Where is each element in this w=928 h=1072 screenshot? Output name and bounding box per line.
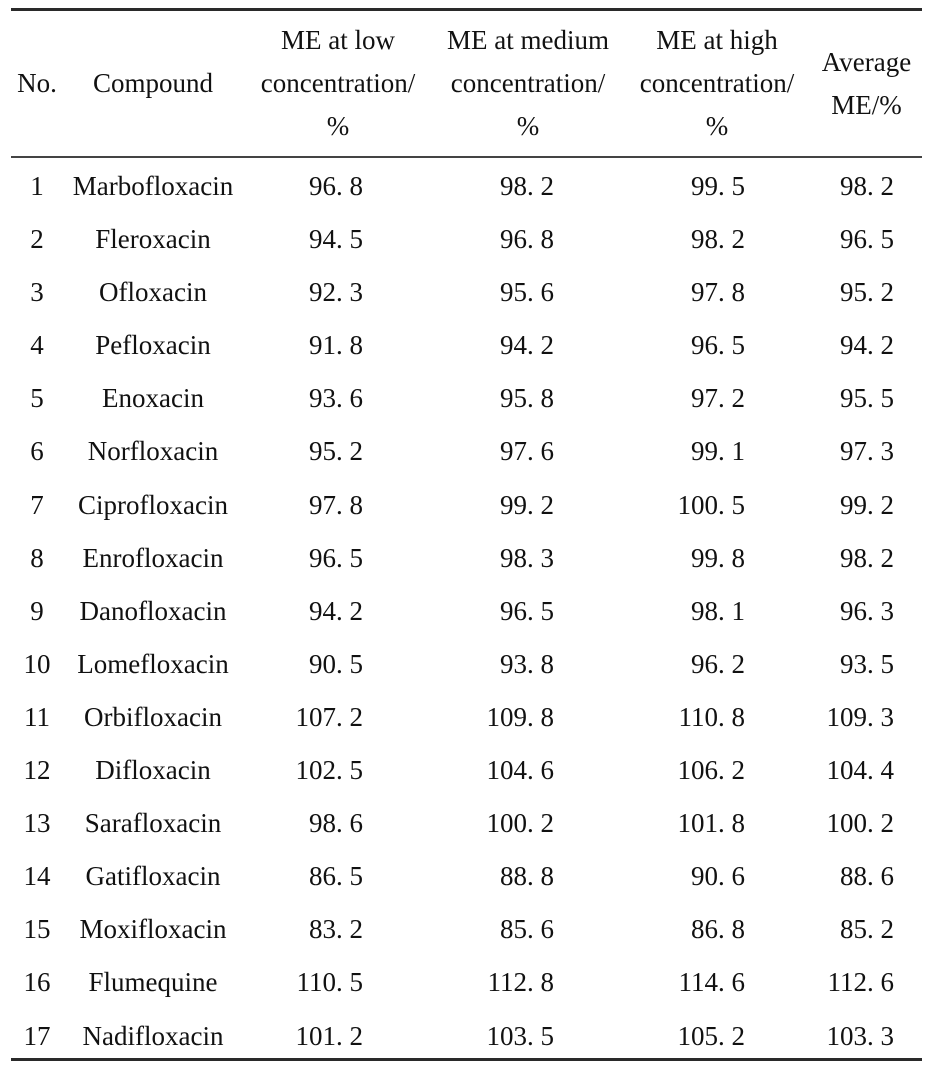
cell-me-low: 94. 5	[309, 224, 363, 255]
cell-no: 6	[30, 436, 44, 467]
cell-average-me: 98. 2	[840, 171, 894, 201]
table-row	[11, 479, 922, 532]
header-me-medium-line-2: concentration/	[450, 68, 606, 98]
header-me-high	[623, 11, 811, 156]
cell-no: 8	[30, 542, 44, 573]
cell-average-me: 96. 5	[840, 224, 894, 255]
cell-average-me: 97. 3	[840, 436, 894, 467]
header-me-medium-line-1: ME at medium	[447, 25, 609, 55]
cell-me-low: 90. 5	[309, 648, 363, 679]
cell-me-high: 99. 1	[691, 436, 745, 467]
table-row	[11, 1010, 922, 1063]
header-average-me-line-1: Average	[821, 46, 912, 77]
cell-me-low: 93. 6	[309, 383, 363, 414]
cell-average-me: 85. 2	[840, 914, 894, 945]
cell-compound: Ciprofloxacin	[78, 489, 228, 520]
cell-average-me: 94. 2	[840, 330, 894, 361]
cell-me-high: 99. 5	[691, 171, 745, 201]
table-header-rule	[11, 156, 922, 158]
cell-me-high: 105. 2	[677, 1020, 745, 1051]
cell-compound: Difloxacin	[95, 755, 211, 786]
cell-compound: Gatifloxacin	[85, 861, 221, 892]
header-me-high-line-3: %	[705, 111, 729, 141]
cell-no: 3	[30, 277, 44, 308]
table-row	[11, 903, 922, 956]
cell-me-medium: 95. 6	[500, 277, 554, 308]
table-row	[11, 691, 922, 744]
cell-me-low: 95. 2	[309, 436, 363, 467]
cell-me-low: 98. 6	[309, 808, 363, 839]
cell-me-medium: 103. 5	[486, 1020, 554, 1051]
header-average-me	[811, 11, 922, 156]
cell-me-high: 99. 8	[691, 542, 745, 573]
cell-me-medium: 104. 6	[486, 755, 554, 786]
table-row	[11, 160, 922, 213]
cell-me-medium: 109. 8	[486, 701, 554, 732]
cell-no: 4	[30, 330, 44, 361]
cell-me-medium: 94. 2	[500, 330, 554, 361]
cell-me-low: 102. 5	[295, 755, 363, 786]
table-row	[11, 532, 922, 585]
cell-average-me: 88. 6	[840, 861, 894, 892]
cell-average-me: 95. 2	[840, 277, 894, 308]
table-row	[11, 797, 922, 850]
table-row	[11, 213, 922, 266]
table-row	[11, 425, 922, 478]
cell-average-me: 99. 2	[840, 489, 894, 520]
cell-me-low: 83. 2	[309, 914, 363, 945]
table-row	[11, 319, 922, 372]
cell-average-me: 96. 3	[840, 595, 894, 626]
cell-me-high: 90. 6	[691, 861, 745, 892]
header-average-me-line-2: ME/%	[831, 89, 902, 120]
cell-me-medium: 112. 8	[487, 967, 554, 998]
cell-me-high: 100. 5	[677, 489, 745, 520]
cell-compound: Marbofloxacin	[72, 171, 234, 201]
cell-me-medium: 100. 2	[486, 808, 554, 839]
header-me-medium-line-3: %	[516, 111, 540, 141]
cell-average-me: 112. 6	[827, 967, 894, 998]
cell-me-low: 96. 8	[309, 171, 363, 201]
cell-me-medium: 96. 5	[500, 595, 554, 626]
table-row	[11, 744, 922, 797]
cell-no: 2	[30, 224, 44, 255]
cell-me-high: 97. 8	[691, 277, 745, 308]
cell-me-low: 91. 8	[309, 330, 363, 361]
cell-me-high: 98. 1	[691, 595, 745, 626]
cell-compound: Enoxacin	[102, 383, 204, 414]
cell-average-me: 93. 5	[840, 648, 894, 679]
cell-me-high: 114. 6	[678, 967, 745, 998]
cell-me-low: 96. 5	[309, 542, 363, 573]
cell-no: 12	[23, 755, 51, 786]
table-row	[11, 850, 922, 903]
cell-no: 9	[30, 595, 44, 626]
cell-me-low: 92. 3	[309, 277, 363, 308]
header-compound-line: Compound	[92, 68, 213, 98]
cell-me-high: 98. 2	[691, 224, 745, 255]
cell-me-high: 110. 8	[678, 701, 745, 732]
header-no-line: No.	[17, 68, 57, 98]
cell-me-medium: 95. 8	[500, 383, 554, 414]
cell-me-low: 86. 5	[309, 861, 363, 892]
cell-compound: Danofloxacin	[79, 595, 227, 626]
cell-no: 7	[30, 489, 44, 520]
cell-compound: Lomefloxacin	[77, 648, 229, 679]
header-me-low-line-1: ME at low	[281, 25, 395, 55]
cell-me-low: 107. 2	[295, 701, 363, 732]
cell-no: 13	[23, 808, 51, 839]
cell-me-low: 101. 2	[295, 1020, 363, 1051]
cell-me-medium: 85. 6	[500, 914, 554, 945]
cell-compound: Fleroxacin	[95, 224, 211, 255]
table-row	[11, 585, 922, 638]
header-no	[11, 11, 63, 156]
cell-no: 17	[23, 1020, 51, 1051]
cell-compound: Moxifloxacin	[79, 914, 227, 945]
cell-no: 10	[23, 648, 51, 679]
cell-me-medium: 88. 8	[500, 861, 554, 892]
cell-me-low: 110. 5	[296, 967, 363, 998]
cell-me-low: 97. 8	[309, 489, 363, 520]
cell-me-medium: 98. 3	[500, 542, 554, 573]
header-me-high-line-1: ME at high	[656, 25, 778, 55]
cell-me-medium: 98. 2	[500, 171, 554, 201]
header-me-low-line-3: %	[326, 111, 350, 141]
cell-no: 1	[30, 171, 44, 201]
cell-me-high: 97. 2	[691, 383, 745, 414]
cell-me-medium: 99. 2	[500, 489, 554, 520]
table-row	[11, 266, 922, 319]
cell-average-me: 95. 5	[840, 383, 894, 414]
cell-me-high: 101. 8	[677, 808, 745, 839]
table-row	[11, 372, 922, 425]
cell-average-me: 109. 3	[826, 701, 894, 732]
cell-average-me: 104. 4	[826, 755, 894, 786]
cell-average-me: 103. 3	[826, 1020, 894, 1051]
header-compound	[63, 11, 243, 156]
cell-compound: Nadifloxacin	[82, 1020, 224, 1051]
cell-me-high: 86. 8	[691, 914, 745, 945]
cell-compound: Orbifloxacin	[84, 701, 222, 732]
cell-me-low: 94. 2	[309, 595, 363, 626]
cell-me-high: 96. 5	[691, 330, 745, 361]
cell-no: 14	[23, 861, 51, 892]
table-row	[11, 638, 922, 691]
cell-me-medium: 97. 6	[500, 436, 554, 467]
cell-me-high: 106. 2	[677, 755, 745, 786]
cell-compound: Flumequine	[88, 967, 218, 998]
cell-average-me: 98. 2	[840, 542, 894, 573]
header-me-low	[243, 11, 433, 156]
cell-me-medium: 93. 8	[500, 648, 554, 679]
cell-no: 11	[24, 701, 50, 732]
header-me-low-line-2: concentration/	[260, 68, 416, 98]
cell-no: 5	[30, 383, 44, 414]
cell-no: 15	[23, 914, 51, 945]
cell-no: 16	[23, 967, 51, 998]
table-body	[11, 160, 922, 1063]
cell-me-medium: 96. 8	[500, 224, 554, 255]
header-me-high-line-2: concentration/	[639, 68, 795, 98]
cell-compound: Sarafloxacin	[84, 808, 222, 839]
header-me-medium	[433, 11, 623, 156]
table-row	[11, 956, 922, 1009]
cell-compound: Enrofloxacin	[82, 542, 224, 573]
cell-compound: Pefloxacin	[95, 330, 211, 361]
cell-me-high: 96. 2	[691, 648, 745, 679]
cell-compound: Norfloxacin	[87, 436, 219, 467]
cell-average-me: 100. 2	[826, 808, 894, 839]
table-bottom-rule	[11, 1058, 922, 1061]
table-header-row	[11, 11, 922, 156]
cell-compound: Ofloxacin	[99, 277, 207, 308]
